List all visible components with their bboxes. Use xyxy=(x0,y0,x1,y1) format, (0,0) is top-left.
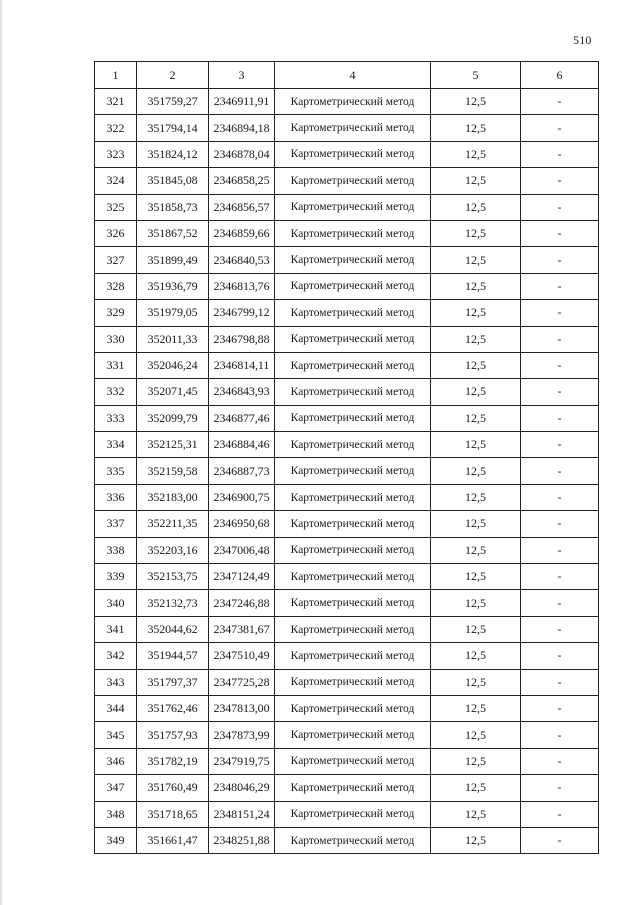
x-coordinate-cell: 351661,47 xyxy=(137,827,209,853)
x-coordinate-cell: 352071,45 xyxy=(137,379,209,405)
y-coordinate-cell: 2347510,49 xyxy=(209,643,275,669)
point-number-cell: 348 xyxy=(95,801,137,827)
y-coordinate-cell: 2346887,73 xyxy=(209,458,275,484)
table-row xyxy=(95,564,599,590)
note-cell: - xyxy=(521,141,599,167)
note-cell: - xyxy=(521,379,599,405)
x-coordinate-cell: 352044,62 xyxy=(137,616,209,642)
point-number-cell: 334 xyxy=(95,432,137,458)
x-coordinate-cell: 352011,33 xyxy=(137,326,209,352)
method-cell: Картометрический метод xyxy=(275,590,431,616)
accuracy-cell: 12,5 xyxy=(431,458,521,484)
method-cell: Картометрический метод xyxy=(275,827,431,853)
method-cell: Картометрический метод xyxy=(275,194,431,220)
note-cell: - xyxy=(521,722,599,748)
accuracy-cell: 12,5 xyxy=(431,775,521,801)
x-coordinate-cell: 352125,31 xyxy=(137,432,209,458)
accuracy-cell: 12,5 xyxy=(431,379,521,405)
note-cell: - xyxy=(521,484,599,510)
note-cell: - xyxy=(521,300,599,326)
point-number-cell: 338 xyxy=(95,537,137,563)
table-row xyxy=(95,695,599,721)
header-cell-3: 3 xyxy=(209,62,275,89)
point-number-cell: 339 xyxy=(95,564,137,590)
point-number-cell: 343 xyxy=(95,669,137,695)
method-cell: Картометрический метод xyxy=(275,168,431,194)
y-coordinate-cell: 2346814,11 xyxy=(209,352,275,378)
point-number-cell: 321 xyxy=(95,89,137,115)
method-cell: Картометрический метод xyxy=(275,458,431,484)
point-number-cell: 327 xyxy=(95,247,137,273)
x-coordinate-cell: 351867,52 xyxy=(137,220,209,246)
point-number-cell: 325 xyxy=(95,194,137,220)
method-cell: Картометрический метод xyxy=(275,669,431,695)
scan-edge-shadow xyxy=(0,0,3,905)
note-cell: - xyxy=(521,564,599,590)
table-row xyxy=(95,194,599,220)
x-coordinate-cell: 352211,35 xyxy=(137,511,209,537)
x-coordinate-cell: 351797,37 xyxy=(137,669,209,695)
x-coordinate-cell: 351718,65 xyxy=(137,801,209,827)
y-coordinate-cell: 2346799,12 xyxy=(209,300,275,326)
method-cell: Картометрический метод xyxy=(275,432,431,458)
table-row xyxy=(95,89,599,115)
x-coordinate-cell: 352203,16 xyxy=(137,537,209,563)
y-coordinate-cell: 2347006,48 xyxy=(209,537,275,563)
accuracy-cell: 12,5 xyxy=(431,537,521,563)
table-row xyxy=(95,669,599,695)
table-row xyxy=(95,141,599,167)
accuracy-cell: 12,5 xyxy=(431,405,521,431)
y-coordinate-cell: 2346843,93 xyxy=(209,379,275,405)
point-number-cell: 331 xyxy=(95,352,137,378)
x-coordinate-cell: 352183,00 xyxy=(137,484,209,510)
method-cell: Картометрический метод xyxy=(275,775,431,801)
table-row xyxy=(95,300,599,326)
x-coordinate-cell: 351762,46 xyxy=(137,695,209,721)
y-coordinate-cell: 2346900,75 xyxy=(209,484,275,510)
accuracy-cell: 12,5 xyxy=(431,564,521,590)
table-row xyxy=(95,801,599,827)
table-row xyxy=(95,352,599,378)
method-cell: Картометрический метод xyxy=(275,695,431,721)
accuracy-cell: 12,5 xyxy=(431,326,521,352)
method-cell: Картометрический метод xyxy=(275,616,431,642)
accuracy-cell: 12,5 xyxy=(431,247,521,273)
table-row xyxy=(95,247,599,273)
accuracy-cell: 12,5 xyxy=(431,141,521,167)
table-row xyxy=(95,643,599,669)
method-cell: Картометрический метод xyxy=(275,326,431,352)
point-number-cell: 341 xyxy=(95,616,137,642)
x-coordinate-cell: 351936,79 xyxy=(137,273,209,299)
note-cell: - xyxy=(521,775,599,801)
table-row xyxy=(95,748,599,774)
note-cell: - xyxy=(521,695,599,721)
note-cell: - xyxy=(521,405,599,431)
x-coordinate-cell: 352132,73 xyxy=(137,590,209,616)
accuracy-cell: 12,5 xyxy=(431,748,521,774)
x-coordinate-cell: 351899,49 xyxy=(137,247,209,273)
table-row xyxy=(95,405,599,431)
y-coordinate-cell: 2348251,88 xyxy=(209,827,275,853)
x-coordinate-cell: 351944,57 xyxy=(137,643,209,669)
note-cell: - xyxy=(521,273,599,299)
table-row xyxy=(95,273,599,299)
table-row xyxy=(95,379,599,405)
note-cell: - xyxy=(521,115,599,141)
x-coordinate-cell: 352046,24 xyxy=(137,352,209,378)
accuracy-cell: 12,5 xyxy=(431,484,521,510)
y-coordinate-cell: 2346856,57 xyxy=(209,194,275,220)
accuracy-cell: 12,5 xyxy=(431,590,521,616)
method-cell: Картометрический метод xyxy=(275,801,431,827)
method-cell: Картометрический метод xyxy=(275,748,431,774)
method-cell: Картометрический метод xyxy=(275,89,431,115)
method-cell: Картометрический метод xyxy=(275,537,431,563)
table-header xyxy=(95,62,599,89)
table-row xyxy=(95,827,599,853)
note-cell: - xyxy=(521,458,599,484)
note-cell: - xyxy=(521,511,599,537)
x-coordinate-cell: 351845,08 xyxy=(137,168,209,194)
accuracy-cell: 12,5 xyxy=(431,352,521,378)
header-cell-1: 1 xyxy=(95,62,137,89)
header-cell-2: 2 xyxy=(137,62,209,89)
accuracy-cell: 12,5 xyxy=(431,801,521,827)
method-cell: Картометрический метод xyxy=(275,484,431,510)
x-coordinate-cell: 352153,75 xyxy=(137,564,209,590)
x-coordinate-cell: 352099,79 xyxy=(137,405,209,431)
method-cell: Картометрический метод xyxy=(275,115,431,141)
point-number-cell: 332 xyxy=(95,379,137,405)
method-cell: Картометрический метод xyxy=(275,273,431,299)
note-cell: - xyxy=(521,194,599,220)
x-coordinate-cell: 351824,12 xyxy=(137,141,209,167)
method-cell: Картометрический метод xyxy=(275,141,431,167)
point-number-cell: 344 xyxy=(95,695,137,721)
point-number-cell: 323 xyxy=(95,141,137,167)
y-coordinate-cell: 2347124,49 xyxy=(209,564,275,590)
accuracy-cell: 12,5 xyxy=(431,115,521,141)
table-row xyxy=(95,590,599,616)
x-coordinate-cell: 351858,73 xyxy=(137,194,209,220)
header-cell-4: 4 xyxy=(275,62,431,89)
y-coordinate-cell: 2346877,46 xyxy=(209,405,275,431)
y-coordinate-cell: 2346840,53 xyxy=(209,247,275,273)
table-row xyxy=(95,537,599,563)
y-coordinate-cell: 2347246,88 xyxy=(209,590,275,616)
accuracy-cell: 12,5 xyxy=(431,643,521,669)
y-coordinate-cell: 2346950,68 xyxy=(209,511,275,537)
accuracy-cell: 12,5 xyxy=(431,511,521,537)
x-coordinate-cell: 351782,19 xyxy=(137,748,209,774)
x-coordinate-cell: 351979,05 xyxy=(137,300,209,326)
note-cell: - xyxy=(521,352,599,378)
point-number-cell: 349 xyxy=(95,827,137,853)
point-number-cell: 335 xyxy=(95,458,137,484)
accuracy-cell: 12,5 xyxy=(431,669,521,695)
x-coordinate-cell: 352159,58 xyxy=(137,458,209,484)
y-coordinate-cell: 2346911,91 xyxy=(209,89,275,115)
point-number-cell: 347 xyxy=(95,775,137,801)
method-cell: Картометрический метод xyxy=(275,405,431,431)
note-cell: - xyxy=(521,537,599,563)
accuracy-cell: 12,5 xyxy=(431,273,521,299)
note-cell: - xyxy=(521,220,599,246)
y-coordinate-cell: 2346859,66 xyxy=(209,220,275,246)
point-number-cell: 333 xyxy=(95,405,137,431)
y-coordinate-cell: 2346813,76 xyxy=(209,273,275,299)
table-body xyxy=(95,89,599,854)
y-coordinate-cell: 2346878,04 xyxy=(209,141,275,167)
table-row xyxy=(95,616,599,642)
table-row xyxy=(95,432,599,458)
note-cell: - xyxy=(521,748,599,774)
table-row xyxy=(95,168,599,194)
table-row xyxy=(95,115,599,141)
y-coordinate-cell: 2347919,75 xyxy=(209,748,275,774)
note-cell: - xyxy=(521,432,599,458)
method-cell: Картометрический метод xyxy=(275,722,431,748)
method-cell: Картометрический метод xyxy=(275,511,431,537)
accuracy-cell: 12,5 xyxy=(431,722,521,748)
point-number-cell: 337 xyxy=(95,511,137,537)
method-cell: Картометрический метод xyxy=(275,247,431,273)
table-row xyxy=(95,458,599,484)
y-coordinate-cell: 2346798,88 xyxy=(209,326,275,352)
table-row xyxy=(95,220,599,246)
point-number-cell: 346 xyxy=(95,748,137,774)
point-number-cell: 330 xyxy=(95,326,137,352)
x-coordinate-cell: 351757,93 xyxy=(137,722,209,748)
y-coordinate-cell: 2347813,00 xyxy=(209,695,275,721)
accuracy-cell: 12,5 xyxy=(431,300,521,326)
accuracy-cell: 12,5 xyxy=(431,220,521,246)
y-coordinate-cell: 2347381,67 xyxy=(209,616,275,642)
point-number-cell: 342 xyxy=(95,643,137,669)
note-cell: - xyxy=(521,326,599,352)
y-coordinate-cell: 2346884,46 xyxy=(209,432,275,458)
accuracy-cell: 12,5 xyxy=(431,616,521,642)
point-number-cell: 336 xyxy=(95,484,137,510)
accuracy-cell: 12,5 xyxy=(431,194,521,220)
accuracy-cell: 12,5 xyxy=(431,827,521,853)
accuracy-cell: 12,5 xyxy=(431,168,521,194)
point-number-cell: 326 xyxy=(95,220,137,246)
method-cell: Картометрический метод xyxy=(275,220,431,246)
y-coordinate-cell: 2346858,25 xyxy=(209,168,275,194)
point-number-cell: 329 xyxy=(95,300,137,326)
note-cell: - xyxy=(521,590,599,616)
accuracy-cell: 12,5 xyxy=(431,432,521,458)
note-cell: - xyxy=(521,616,599,642)
table-row xyxy=(95,511,599,537)
note-cell: - xyxy=(521,669,599,695)
point-number-cell: 328 xyxy=(95,273,137,299)
note-cell: - xyxy=(521,168,599,194)
accuracy-cell: 12,5 xyxy=(431,89,521,115)
page-number: 510 xyxy=(573,33,592,47)
table-row xyxy=(95,722,599,748)
y-coordinate-cell: 2348151,24 xyxy=(209,801,275,827)
x-coordinate-cell: 351794,14 xyxy=(137,115,209,141)
point-number-cell: 322 xyxy=(95,115,137,141)
point-number-cell: 340 xyxy=(95,590,137,616)
header-row xyxy=(95,62,599,89)
point-number-cell: 324 xyxy=(95,168,137,194)
method-cell: Картометрический метод xyxy=(275,300,431,326)
note-cell: - xyxy=(521,89,599,115)
method-cell: Картометрический метод xyxy=(275,643,431,669)
x-coordinate-cell: 351760,49 xyxy=(137,775,209,801)
y-coordinate-cell: 2346894,18 xyxy=(209,115,275,141)
method-cell: Картометрический метод xyxy=(275,352,431,378)
x-coordinate-cell: 351759,27 xyxy=(137,89,209,115)
table-row xyxy=(95,775,599,801)
y-coordinate-cell: 2347725,28 xyxy=(209,669,275,695)
note-cell: - xyxy=(521,247,599,273)
y-coordinate-cell: 2348046,29 xyxy=(209,775,275,801)
header-cell-5: 5 xyxy=(431,62,521,89)
header-cell-6: 6 xyxy=(521,62,599,89)
table-row xyxy=(95,484,599,510)
y-coordinate-cell: 2347873,99 xyxy=(209,722,275,748)
method-cell: Картометрический метод xyxy=(275,564,431,590)
coordinates-table xyxy=(94,61,599,854)
accuracy-cell: 12,5 xyxy=(431,695,521,721)
table-row xyxy=(95,326,599,352)
note-cell: - xyxy=(521,801,599,827)
point-number-cell: 345 xyxy=(95,722,137,748)
method-cell: Картометрический метод xyxy=(275,379,431,405)
note-cell: - xyxy=(521,643,599,669)
note-cell: - xyxy=(521,827,599,853)
